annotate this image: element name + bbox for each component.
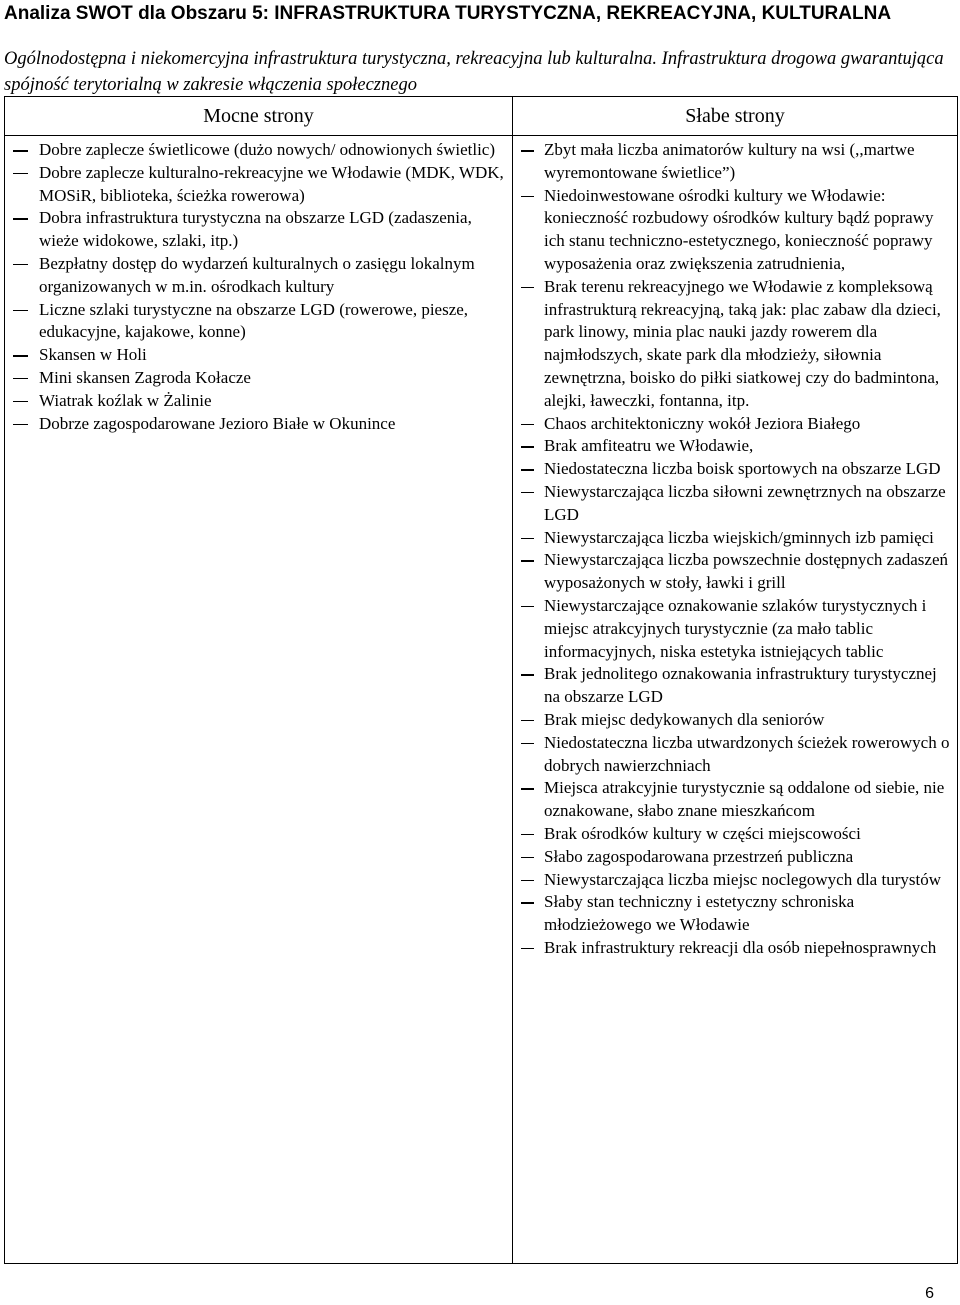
weakness-item [521,823,951,846]
weakness-item [521,937,951,960]
weakness-item-text: Brak jednolitego oznakowania infrastruktury turystycznej na obszarze LGD [544,664,937,707]
dash-bullet-icon [521,880,534,882]
weakness-item [521,185,951,276]
dash-bullet-icon [13,424,28,426]
weaknesses-column [513,97,957,1263]
dash-bullet-icon [521,948,534,950]
weakness-item [521,458,951,481]
weakness-item [521,891,951,937]
weakness-item-text: Niewystarczająca liczba powszechnie dostępnych zadaszeń wyposażonych w stoły, ławki i grill [544,550,949,593]
weakness-item [521,732,951,778]
dash-bullet-icon [521,720,534,722]
weakness-item [521,549,951,595]
strength-item-text: Dobrze zagospodarowane Jezioro Białe w Okunince [39,413,396,433]
dash-bullet-icon [521,196,534,198]
dash-bullet-icon [521,492,534,494]
weakness-item-text: Miejsca atrakcyjnie turystycznie są oddalone od siebie, nie oznakowane, słabo znane mieszkańcom [544,778,945,821]
weakness-item [521,663,951,709]
strength-item-text: Dobra infrastruktura turystyczna na obszarze LGD (zadaszenia, wieże widokowe, szlaki, itp.) [39,208,472,251]
dash-bullet-icon [521,446,534,448]
strength-item-text: Mini skansen Zagroda Kołacze [39,367,251,387]
weakness-item [521,527,951,550]
dash-bullet-icon [521,560,534,562]
weakness-item-text: Brak amfiteatru we Włodawie, [544,436,754,456]
weakness-item [521,413,951,436]
weakness-item-text: Niewystarczająca liczba miejsc noclegowych dla turystów [544,869,941,889]
strength-item [13,207,504,253]
dash-bullet-icon [13,150,28,152]
dash-bullet-icon [13,173,28,175]
strength-item [13,139,504,162]
document-subtitle: Ogólnodostępna i niekomercyjna infrastruktura turystyczna, rekreacyjna lub kulturalna. Infrastruktura drogowa gwarantująca spójność terytorialną w zakresie włączenia społecznego [4,49,944,95]
dash-bullet-icon [13,310,28,312]
weakness-item-text: Niewystarczająca liczba wiejskich/gminnych izb pamięci [544,527,934,547]
strengths-header: Mocne strony [5,97,512,136]
weakness-item [521,139,951,185]
dash-bullet-icon [521,788,534,790]
weaknesses-header: Słabe strony [513,97,957,136]
strength-item [13,413,504,436]
strengths-column [5,97,513,1263]
strength-item-text: Wiatrak koźlak w Żalinie [39,390,212,410]
weakness-item-text: Niewystarczające oznakowanie szlaków turystycznych i miejsc atrakcyjnych turystycznie (za mało tablic informacyjnych, niska estetyka istniejących tablic [544,595,927,661]
weakness-item-text: Niedostateczna liczba utwardzonych ścieżek rowerowych o dobrych nawierzchniach [544,732,950,775]
strength-item [13,344,504,367]
weakness-item-text: Brak ośrodków kultury w części miejscowości [544,823,861,843]
dash-bullet-icon [521,834,534,836]
dash-bullet-icon [521,902,534,904]
weakness-item [521,869,951,892]
weakness-item [521,481,951,527]
dash-bullet-icon [13,401,28,403]
dash-bullet-icon [521,538,534,540]
strengths-list [5,136,512,435]
dash-bullet-icon [521,857,534,859]
dash-bullet-icon [13,378,28,380]
weakness-item [521,709,951,732]
strength-item [13,390,504,413]
weakness-item-text: Niedoinwestowane ośrodki kultury we Włodawie: konieczność rozbudowy ośrodków kultury bądź poprawy ich stanu techniczno-estetycznego, konieczność poprawy wyposażenia oraz zwiększenia zatrudnienia, [544,185,934,273]
strength-item [13,299,504,345]
weakness-item [521,276,951,413]
page-number: 6 [925,1285,934,1302]
strength-item [13,253,504,299]
dash-bullet-icon [521,606,534,608]
dash-bullet-icon [13,218,28,220]
weakness-item-text: Niewystarczająca liczba siłowni zewnętrznych na obszarze LGD [544,481,946,524]
dash-bullet-icon [521,743,534,745]
dash-bullet-icon [521,287,534,289]
weakness-item-text: Słabo zagospodarowana przestrzeń publiczna [544,846,854,866]
weakness-item-text: Brak terenu rekreacyjnego we Włodawie z kompleksową infrastrukturą rekreacyjną, taką jak: plac zabaw dla dzieci, park linowy, minia plac nauki jazdy rowerem dla najmłodszych, skate park dla młodzieży, siłownia zewnętrzna, boisko do piłki siatkowej czy do badmintona, alejki, ławeczki, fontanna, itp. [544,276,941,410]
weakness-item-text: Niedostateczna liczba boisk sportowych na obszarze LGD [544,459,941,479]
strength-item-text: Skansen w Holi [39,345,147,365]
dash-bullet-icon [521,424,534,426]
swot-table [4,96,958,1264]
strength-item-text: Dobre zaplecze kulturalno-rekreacyjne we Włodawie (MDK, WDK, MOSiR, biblioteka, ścieżka rowerowa) [39,162,504,205]
weakness-item [521,846,951,869]
strength-item-text: Dobre zaplecze świetlicowe (dużo nowych/ odnowionych świetlic) [39,140,496,159]
document-title: Analiza SWOT dla Obszaru 5: INFRASTRUKTURA TURYSTYCZNA, REKREACYJNA, KULTURALNA [4,3,892,24]
strength-item [13,162,504,208]
weakness-item [521,777,951,823]
strength-item [13,367,504,390]
dash-bullet-icon [13,264,28,266]
dash-bullet-icon [521,150,534,152]
weakness-item-text: Brak miejsc dedykowanych dla seniorów [544,709,825,729]
weakness-item [521,595,951,663]
weaknesses-list [513,136,957,960]
weakness-item-text: Słaby stan techniczny i estetyczny schroniska młodzieżowego we Włodawie [544,892,855,935]
weakness-item-text: Brak infrastruktury rekreacji dla osób niepełnosprawnych [544,937,937,957]
dash-bullet-icon [521,674,534,676]
strength-item-text: Liczne szlaki turystyczne na obszarze LGD (rowerowe, piesze, edukacyjne, kajakowe, konne) [39,299,469,342]
dash-bullet-icon [13,355,28,357]
weakness-item-text: Chaos architektoniczny wokół Jeziora Białego [544,413,861,433]
weakness-item-text: Zbyt mała liczba animatorów kultury na wsi (,,martwe wyremontowane świetlice”) [544,140,915,182]
weakness-item [521,435,951,458]
strength-item-text: Bezpłatny dostęp do wydarzeń kulturalnych o zasięgu lokalnym organizowanych w m.in. ośrodkach kultury [39,253,475,296]
dash-bullet-icon [521,469,534,471]
